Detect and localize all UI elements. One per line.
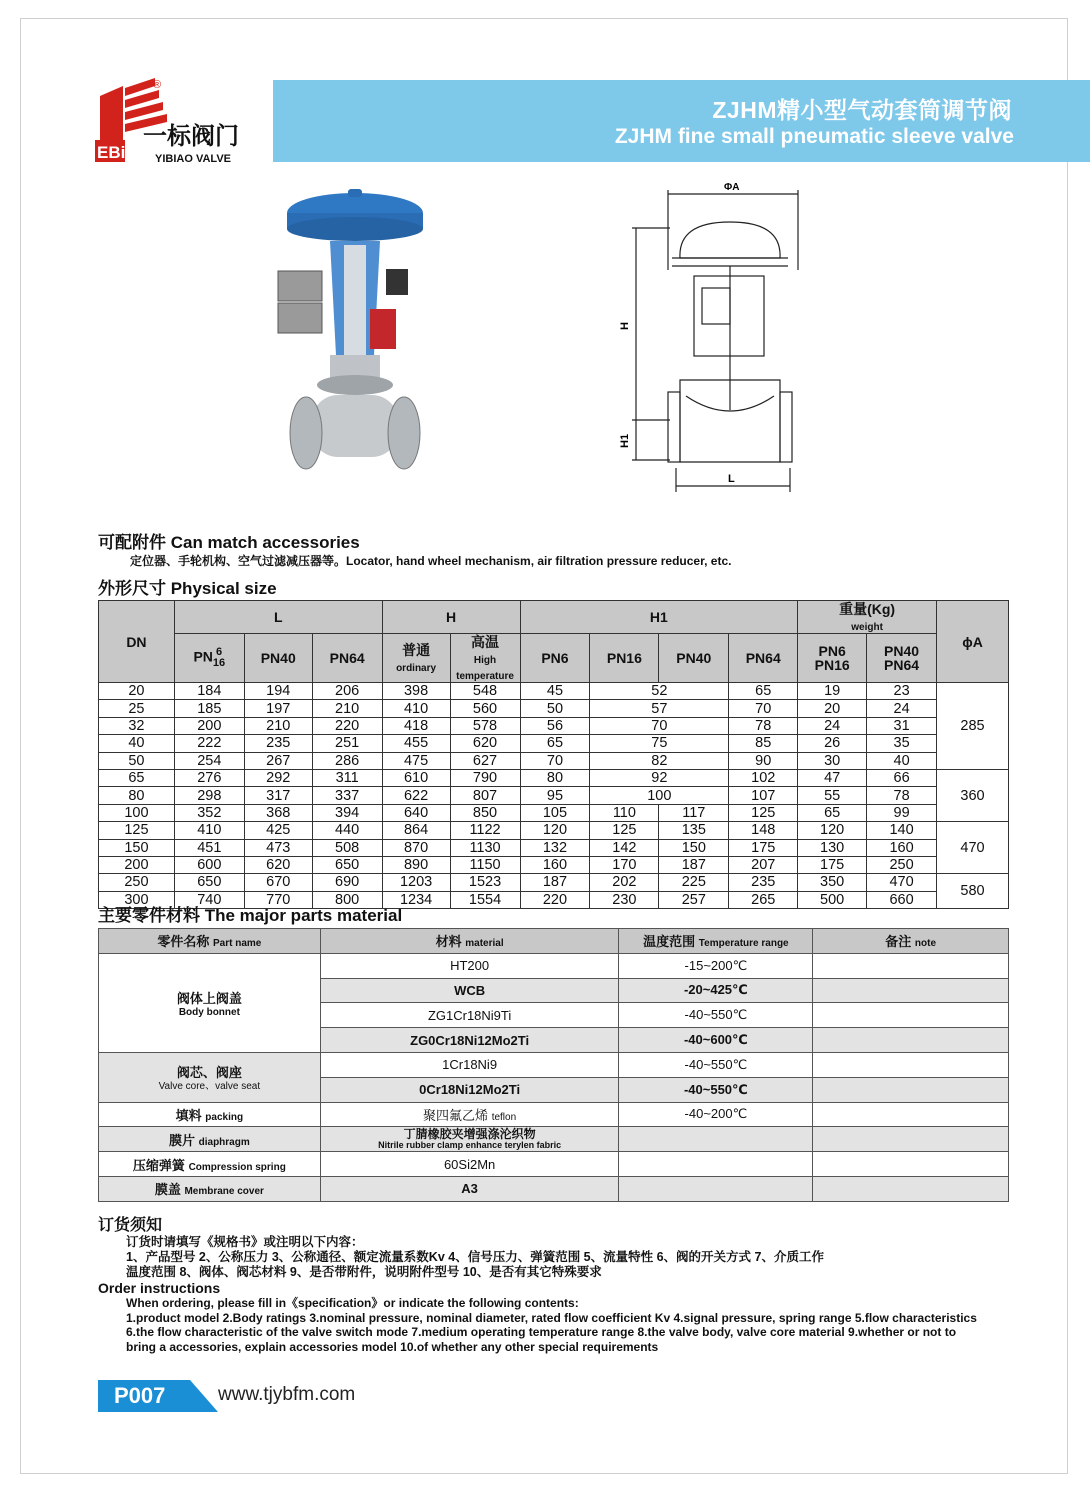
table-cell: 120 bbox=[798, 822, 867, 839]
table-cell: 350 bbox=[798, 874, 867, 891]
table-cell: 187 bbox=[520, 874, 590, 891]
table-cell: 627 bbox=[450, 752, 520, 769]
table-cell: 50 bbox=[520, 700, 590, 717]
table-cell: 660 bbox=[867, 891, 937, 908]
phia-285: 285 bbox=[937, 683, 1009, 770]
table-row bbox=[99, 717, 1009, 734]
table-cell: -20~425℃ bbox=[619, 978, 813, 1003]
head-temp: 温度范围 Temperature range bbox=[619, 929, 813, 954]
logo-abbr: EBiao bbox=[97, 143, 146, 162]
table-cell: 160 bbox=[867, 839, 937, 856]
table-cell bbox=[813, 978, 1009, 1003]
table-cell: 92 bbox=[590, 769, 729, 786]
table-cell: 455 bbox=[382, 735, 450, 752]
head-weight: 重量(Kg) weight bbox=[798, 601, 937, 634]
head-weight-pn616: PN6 PN16 bbox=[798, 634, 867, 683]
table-cell: ZG1Cr18Ni9Ti bbox=[320, 1003, 619, 1028]
drawing-h-label: H bbox=[619, 322, 631, 330]
drawing-phi-a-label: ΦA bbox=[724, 182, 740, 193]
table-cell: 352 bbox=[174, 804, 244, 821]
table-cell: 300 bbox=[99, 891, 175, 908]
table-cell: 1122 bbox=[450, 822, 520, 839]
table-cell: 850 bbox=[450, 804, 520, 821]
table-cell: 620 bbox=[244, 856, 312, 873]
table-cell: 35 bbox=[867, 735, 937, 752]
table-cell: 110 bbox=[590, 804, 659, 821]
table-cell: 125 bbox=[729, 804, 798, 821]
table-cell: 1523 bbox=[450, 874, 520, 891]
table-cell: 230 bbox=[590, 891, 659, 908]
physical-size-title: 外形尺寸 Physical size bbox=[98, 579, 277, 598]
table-cell: 317 bbox=[244, 787, 312, 804]
table-cell: 60Si2Mn bbox=[320, 1152, 619, 1177]
order-cn-line1: 订货时请填写《规格书》或注明以下内容： bbox=[126, 1235, 364, 1249]
table-cell: 425 bbox=[244, 822, 312, 839]
table-cell: 175 bbox=[729, 839, 798, 856]
part-valve-core: 阀芯、阀座 Valve core、valve seat bbox=[99, 1052, 321, 1102]
table-cell bbox=[619, 1127, 813, 1152]
table-row bbox=[99, 1176, 1009, 1201]
table-cell: 25 bbox=[99, 700, 175, 717]
page-number: P007 bbox=[114, 1383, 166, 1408]
table-cell: 690 bbox=[312, 874, 382, 891]
table-cell: 120 bbox=[520, 822, 590, 839]
table-cell: 19 bbox=[798, 683, 867, 700]
brand-logo bbox=[95, 78, 270, 166]
table-cell: -40~550℃ bbox=[619, 1077, 813, 1102]
table-cell: 1130 bbox=[450, 839, 520, 856]
drawing-l-label: L bbox=[728, 473, 735, 485]
materials-table bbox=[98, 928, 1009, 1202]
head-dn: DN bbox=[99, 601, 175, 683]
table-cell: 398 bbox=[382, 683, 450, 700]
valve-photo bbox=[270, 185, 460, 485]
part-cover: 膜盖 Membrane cover bbox=[99, 1176, 321, 1201]
table-row bbox=[99, 953, 1009, 978]
head-part: 零件名称 Part name bbox=[99, 929, 321, 954]
table-cell: 267 bbox=[244, 752, 312, 769]
table-cell: 130 bbox=[798, 839, 867, 856]
table-cell: 56 bbox=[520, 717, 590, 734]
logo-company-cn: 一标阀门 bbox=[143, 122, 239, 150]
head-h1: H1 bbox=[520, 601, 798, 634]
table-cell: WCB bbox=[320, 978, 619, 1003]
phia-580: 580 bbox=[937, 874, 1009, 909]
table-cell: 187 bbox=[659, 856, 729, 873]
head-l-pn40: PN40 bbox=[244, 634, 312, 683]
head-h1-pn16: PN16 bbox=[590, 634, 659, 683]
table-cell: 650 bbox=[174, 874, 244, 891]
logo-company-en: YIBIAO VALVE bbox=[155, 153, 231, 165]
table-cell: 70 bbox=[590, 717, 729, 734]
table-cell: 220 bbox=[520, 891, 590, 908]
table-cell: 184 bbox=[174, 683, 244, 700]
page-number-badge bbox=[98, 1380, 218, 1412]
table-cell bbox=[813, 1052, 1009, 1077]
table-cell: 52 bbox=[590, 683, 729, 700]
table-cell: 142 bbox=[590, 839, 659, 856]
table-cell: A3 bbox=[320, 1176, 619, 1201]
table-cell: 800 bbox=[312, 891, 382, 908]
part-packing: 填料 packing bbox=[99, 1102, 321, 1127]
table-cell bbox=[619, 1176, 813, 1201]
table-row bbox=[99, 856, 1009, 873]
table-row bbox=[99, 874, 1009, 891]
table-cell: 235 bbox=[729, 874, 798, 891]
head-h-high-temp: 高温 High temperature bbox=[450, 634, 520, 683]
table-cell: 70 bbox=[729, 700, 798, 717]
table-cell bbox=[813, 1127, 1009, 1152]
head-material: 材料 material bbox=[320, 929, 619, 954]
table-cell: 225 bbox=[659, 874, 729, 891]
table-cell: 40 bbox=[867, 752, 937, 769]
table-cell: ZG0Cr18Ni12Mo2Ti bbox=[320, 1028, 619, 1053]
table-cell: -15~200℃ bbox=[619, 953, 813, 978]
head-h-ordinary: 普通 ordinary bbox=[382, 634, 450, 683]
table-cell bbox=[813, 1028, 1009, 1053]
head-note: 备注 note bbox=[813, 929, 1009, 954]
head-h1-pn6: PN6 bbox=[520, 634, 590, 683]
table-cell: 170 bbox=[590, 856, 659, 873]
physical-size-table bbox=[98, 600, 1009, 909]
table-row bbox=[99, 839, 1009, 856]
table-cell: 175 bbox=[798, 856, 867, 873]
table-cell bbox=[813, 1152, 1009, 1177]
table-cell: -40~600℃ bbox=[619, 1028, 813, 1053]
table-cell: 298 bbox=[174, 787, 244, 804]
table-cell: 32 bbox=[99, 717, 175, 734]
table-cell: 265 bbox=[729, 891, 798, 908]
table-cell: HT200 bbox=[320, 953, 619, 978]
table-cell: 132 bbox=[520, 839, 590, 856]
table-cell: 235 bbox=[244, 735, 312, 752]
table-cell: 770 bbox=[244, 891, 312, 908]
table-cell: 75 bbox=[590, 735, 729, 752]
table-cell: 200 bbox=[174, 717, 244, 734]
table-cell: 197 bbox=[244, 700, 312, 717]
table-row bbox=[99, 1127, 1009, 1152]
table-cell: 47 bbox=[798, 769, 867, 786]
table-row bbox=[99, 752, 1009, 769]
table-cell: 107 bbox=[729, 787, 798, 804]
table-cell: 20 bbox=[99, 683, 175, 700]
table-cell: 337 bbox=[312, 787, 382, 804]
table-cell: 410 bbox=[174, 822, 244, 839]
materials-title: 主要零件材料 The major parts material bbox=[98, 906, 403, 925]
accessories-text: 定位器、手轮机构、空气过滤减压器等。Locator, hand wheel mechanism, air filtration pressure reducer, etc. bbox=[130, 554, 732, 568]
table-cell: 222 bbox=[174, 735, 244, 752]
table-cell: 70 bbox=[520, 752, 590, 769]
table-cell: 78 bbox=[729, 717, 798, 734]
table-row bbox=[99, 804, 1009, 821]
table-cell: 451 bbox=[174, 839, 244, 856]
table-cell: 394 bbox=[312, 804, 382, 821]
table-cell: 135 bbox=[659, 822, 729, 839]
table-cell: 740 bbox=[174, 891, 244, 908]
table-row bbox=[99, 787, 1009, 804]
phia-360: 360 bbox=[937, 769, 1009, 821]
table-cell: 548 bbox=[450, 683, 520, 700]
order-title-en: Order instructions bbox=[98, 1280, 221, 1296]
table-cell: 292 bbox=[244, 769, 312, 786]
table-cell: 202 bbox=[590, 874, 659, 891]
dimension-drawing bbox=[610, 180, 810, 495]
table-cell: 210 bbox=[244, 717, 312, 734]
website-url: www.tjybfm.com bbox=[218, 1384, 356, 1405]
accessories-title: 可配附件 Can match accessories bbox=[98, 533, 360, 552]
registered-mark: ® bbox=[153, 79, 162, 91]
head-l: L bbox=[174, 601, 382, 634]
table-cell: 207 bbox=[729, 856, 798, 873]
part-body-bonnet: 阀体上阀盖 Body bonnet bbox=[99, 953, 321, 1052]
table-cell: 78 bbox=[867, 787, 937, 804]
table-cell: 650 bbox=[312, 856, 382, 873]
table-cell: 610 bbox=[382, 769, 450, 786]
table-cell: 100 bbox=[99, 804, 175, 821]
table-cell: 30 bbox=[798, 752, 867, 769]
table-cell: 40 bbox=[99, 735, 175, 752]
table-cell: 807 bbox=[450, 787, 520, 804]
table-cell: 66 bbox=[867, 769, 937, 786]
table-cell: 65 bbox=[520, 735, 590, 752]
table-row bbox=[99, 769, 1009, 786]
table-cell: 440 bbox=[312, 822, 382, 839]
table-cell: 622 bbox=[382, 787, 450, 804]
table-cell: 185 bbox=[174, 700, 244, 717]
table-row bbox=[99, 601, 1009, 634]
table-cell: 丁腈橡胶夹增强涤沦织物 Nitrile rubber clamp enhance terylen fabric bbox=[320, 1127, 619, 1152]
table-cell bbox=[813, 953, 1009, 978]
table-cell: 125 bbox=[590, 822, 659, 839]
table-cell: 508 bbox=[312, 839, 382, 856]
table-cell: -40~550℃ bbox=[619, 1052, 813, 1077]
table-cell: 1150 bbox=[450, 856, 520, 873]
table-cell: 670 bbox=[244, 874, 312, 891]
table-cell: 1234 bbox=[382, 891, 450, 908]
table-cell: 470 bbox=[867, 874, 937, 891]
table-cell: 55 bbox=[798, 787, 867, 804]
head-weight-pn4064: PN40 PN64 bbox=[867, 634, 937, 683]
table-cell: 160 bbox=[520, 856, 590, 873]
table-cell: 150 bbox=[99, 839, 175, 856]
table-cell: 257 bbox=[659, 891, 729, 908]
table-cell: 23 bbox=[867, 683, 937, 700]
table-cell: 276 bbox=[174, 769, 244, 786]
table-cell: 65 bbox=[798, 804, 867, 821]
table-cell: 20 bbox=[798, 700, 867, 717]
table-cell: 57 bbox=[590, 700, 729, 717]
table-cell: 890 bbox=[382, 856, 450, 873]
table-row bbox=[99, 735, 1009, 752]
table-cell: 200 bbox=[99, 856, 175, 873]
table-row bbox=[99, 634, 1009, 683]
table-cell: 1554 bbox=[450, 891, 520, 908]
table-cell: -40~200℃ bbox=[619, 1102, 813, 1127]
table-cell: 410 bbox=[382, 700, 450, 717]
table-cell: 85 bbox=[729, 735, 798, 752]
table-cell: 100 bbox=[590, 787, 729, 804]
table-cell: 聚四氟乙烯 teflon bbox=[320, 1102, 619, 1127]
table-cell: 0Cr18Ni12Mo2Ti bbox=[320, 1077, 619, 1102]
table-row bbox=[99, 1052, 1009, 1077]
table-cell: 102 bbox=[729, 769, 798, 786]
table-cell: 150 bbox=[659, 839, 729, 856]
table-cell: 210 bbox=[312, 700, 382, 717]
table-cell: -40~550℃ bbox=[619, 1003, 813, 1028]
order-title-cn: 订货须知 bbox=[98, 1217, 163, 1234]
table-cell: 220 bbox=[312, 717, 382, 734]
table-cell: 80 bbox=[520, 769, 590, 786]
table-cell: 311 bbox=[312, 769, 382, 786]
table-cell: 620 bbox=[450, 735, 520, 752]
phia-470: 470 bbox=[937, 822, 1009, 874]
table-cell: 1Cr18Ni9 bbox=[320, 1052, 619, 1077]
table-cell: 640 bbox=[382, 804, 450, 821]
table-cell: 105 bbox=[520, 804, 590, 821]
table-cell bbox=[813, 1003, 1009, 1028]
table-cell: 864 bbox=[382, 822, 450, 839]
table-cell: 140 bbox=[867, 822, 937, 839]
table-cell: 99 bbox=[867, 804, 937, 821]
table-cell: 1203 bbox=[382, 874, 450, 891]
table-cell: 31 bbox=[867, 717, 937, 734]
table-row bbox=[99, 822, 1009, 839]
table-cell: 65 bbox=[99, 769, 175, 786]
table-cell: 475 bbox=[382, 752, 450, 769]
drawing-h1-label: H1 bbox=[619, 433, 631, 448]
table-cell: 95 bbox=[520, 787, 590, 804]
table-cell: 790 bbox=[450, 769, 520, 786]
table-cell: 368 bbox=[244, 804, 312, 821]
table-row bbox=[99, 700, 1009, 717]
title-cn: ZJHM精小型气动套筒调节阀 bbox=[712, 97, 1012, 123]
table-cell: 24 bbox=[798, 717, 867, 734]
table-cell: 90 bbox=[729, 752, 798, 769]
head-phia: ϕA bbox=[937, 601, 1009, 683]
head-h1-pn64: PN64 bbox=[729, 634, 798, 683]
table-cell: 250 bbox=[99, 874, 175, 891]
table-cell: 251 bbox=[312, 735, 382, 752]
table-cell: 194 bbox=[244, 683, 312, 700]
table-cell: 254 bbox=[174, 752, 244, 769]
table-cell: 65 bbox=[729, 683, 798, 700]
table-cell: 117 bbox=[659, 804, 729, 821]
table-cell: 125 bbox=[99, 822, 175, 839]
order-en-line2: 1.product model 2.Body ratings 3.nominal pressure, nominal diameter, rated flow coefficient Kv 4.signal pressure, spring range 5.flow characteristics bbox=[126, 1310, 977, 1325]
table-cell: 148 bbox=[729, 822, 798, 839]
part-spring: 压缩弹簧 Compression spring bbox=[99, 1152, 321, 1177]
head-h: H bbox=[382, 601, 520, 634]
order-cn-line2: 1、产品型号 2、公称压力 3、公称通径、额定流量系数Kv 4、信号压力、弹簧范围 5、流量特性 6、阀的开关方式 7、介质工作 bbox=[126, 1250, 824, 1264]
order-instructions bbox=[98, 1212, 1013, 1354]
order-en-line1: When ordering, please fill in《specification》or indicate the following contents: bbox=[126, 1296, 579, 1310]
table-cell: 500 bbox=[798, 891, 867, 908]
table-cell bbox=[813, 1102, 1009, 1127]
table-row bbox=[99, 1102, 1009, 1127]
table-cell bbox=[813, 1077, 1009, 1102]
table-cell: 250 bbox=[867, 856, 937, 873]
table-cell: 473 bbox=[244, 839, 312, 856]
table-cell: 560 bbox=[450, 700, 520, 717]
table-cell bbox=[813, 1176, 1009, 1201]
part-diaphragm: 膜片 diaphragm bbox=[99, 1127, 321, 1152]
table-cell: 50 bbox=[99, 752, 175, 769]
table-cell: 82 bbox=[590, 752, 729, 769]
table-cell: 286 bbox=[312, 752, 382, 769]
head-h1-pn40: PN40 bbox=[659, 634, 729, 683]
head-l-pn64: PN64 bbox=[312, 634, 382, 683]
table-row bbox=[99, 1152, 1009, 1177]
head-l-pn616: PN 6 16 bbox=[174, 634, 244, 683]
table-cell: 206 bbox=[312, 683, 382, 700]
table-cell: 24 bbox=[867, 700, 937, 717]
table-cell: 418 bbox=[382, 717, 450, 734]
table-cell: 600 bbox=[174, 856, 244, 873]
table-cell: 870 bbox=[382, 839, 450, 856]
order-en-line4: bring a accessories, explain accessories model 10.of whether any other special requirements bbox=[126, 1339, 659, 1354]
table-cell: 80 bbox=[99, 787, 175, 804]
table-cell: 45 bbox=[520, 683, 590, 700]
table-row bbox=[99, 929, 1009, 954]
order-cn-line3: 温度范围 8、阀体、阀芯材料 9、是否带附件，说明附件型号 10、是否有其它特殊要求 bbox=[126, 1265, 602, 1279]
title-en: ZJHM fine small pneumatic sleeve valve bbox=[614, 125, 1014, 148]
header-band bbox=[273, 80, 1090, 162]
table-cell: 26 bbox=[798, 735, 867, 752]
order-en-line3: 6.the flow characteristic of the valve switch mode 7.medium operating temperature range 8.the valve body, valve core material 9.whether or not to bbox=[126, 1325, 957, 1339]
table-cell: 578 bbox=[450, 717, 520, 734]
table-row bbox=[99, 683, 1009, 700]
table-cell bbox=[619, 1152, 813, 1177]
